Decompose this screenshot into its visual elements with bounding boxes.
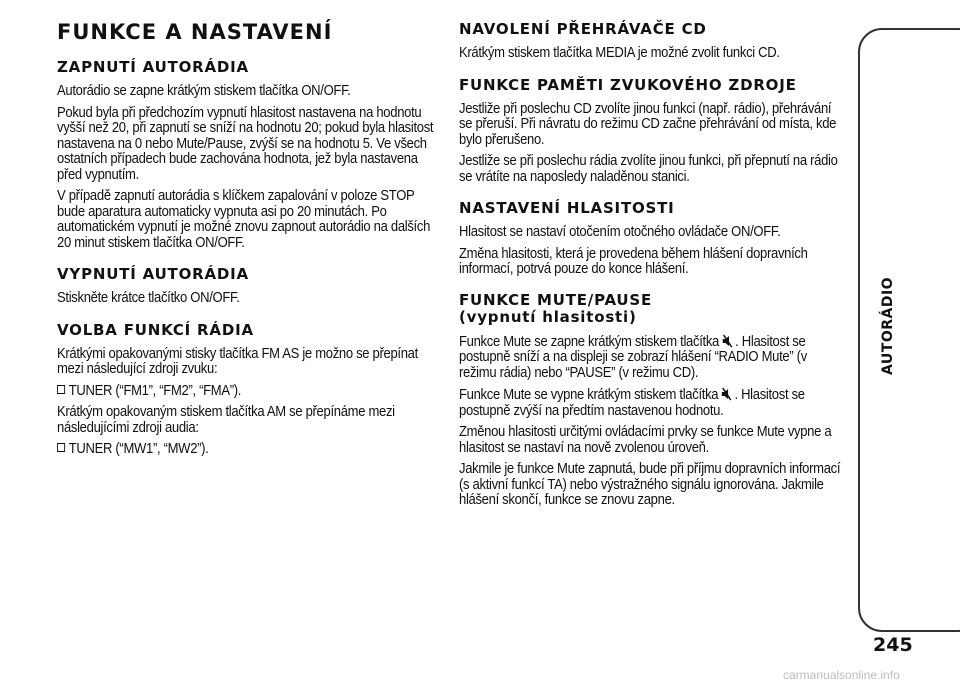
checkbox-bullet-icon — [57, 443, 65, 452]
para-zapnuti-3: V případě zapnutí autorádia s klíčkem zapalování v poloze STOP bude aparatura automaticky vypnuta asi po 20 minutách. Po automatickém vypnutí je možné znovu zapnout autorádio na dalších 20 minut stiskem tlačítka ON/OFF. — [57, 188, 431, 251]
para-cd-1: Krátkým stiskem tlačítka MEDIA je možné zvolit funkci CD. — [459, 45, 780, 61]
para-zapnuti-2: Pokud byla při předchozím vypnutí hlasitost nastavena na hodnotu vyšší než 20, při zapnutí se sníží na hodnotu 20; pokud byla hlasitost nastavena na 0 nebo Mute/Pause, zvýší se na hodnotu 5. Ve všech ostatních případech bude zachována hodnota, jež byla nastavena před vypnutím. — [57, 104, 434, 183]
para-mute-1-b: . Hlasitost se postupně sníží a na displeji se zobrazí hlášení “RADIO Mute” (v režimu rádia) nebo “PAUSE” (v režimu CD). — [459, 333, 807, 381]
heading-mute-line2: (vypnutí hlasitosti) — [459, 307, 637, 326]
para-mute-1 — [459, 334, 844, 382]
para-hlasitost-1: Hlasitost se nastaví otočením otočného ovládače ON/OFF. — [459, 224, 781, 240]
para-pamet-2: Jestliže se při poslechu rádia zvolíte jinou funkci, při přepnutí na rádio se vrátíte na naposledy naladěnou stanici. — [459, 153, 838, 185]
side-tab-label: AUTORÁDIO — [880, 276, 896, 375]
checkbox-bullet-icon — [57, 385, 65, 394]
bullet-mw — [57, 442, 442, 458]
bullet-fm-text: TUNER (“FM1”, “FM2”, “FMA”). — [68, 382, 242, 399]
para-vypnuti-1: Stiskněte krátce tlačítko ON/OFF. — [57, 290, 240, 306]
speaker-mute-icon — [720, 387, 733, 401]
page-title: FUNKCE A NASTAVENÍ — [57, 20, 333, 44]
left-column — [57, 20, 442, 464]
speaker-mute-icon — [721, 334, 734, 348]
para-mute-4: Jakmile je funkce Mute zapnutá, bude při příjmu dopravních informací (s aktivní funkcí TA) nebo výstražného signálu ignorována. Jakmile hlášení skončí, funkce se znovu zapne. — [459, 461, 841, 508]
heading-mute-line1: FUNKCE MUTE/PAUSE — [459, 290, 653, 309]
watermark: carmanualsonline.info — [783, 668, 900, 682]
heading-zapnuti: ZAPNUTÍ AUTORÁDIA — [57, 58, 249, 76]
heading-cd: NAVOLENÍ PŘEHRÁVAČE CD — [459, 20, 707, 38]
heading-vypnuti: VYPNUTÍ AUTORÁDIA — [57, 265, 249, 283]
heading-mute — [459, 292, 844, 326]
para-zapnuti-1: Autorádio se zapne krátkým stiskem tlačítka ON/OFF. — [57, 83, 351, 99]
para-volba-2: Krátkým opakovaným stiskem tlačítka AM se přepínáme mezi následujícími zdroji audia: — [57, 404, 395, 436]
para-mute-1-a: Funkce Mute se zapne krátkým stiskem tlačítka — [459, 333, 719, 350]
heading-volba: VOLBA FUNKCÍ RÁDIA — [57, 320, 254, 339]
heading-pamet: FUNKCE PAMĚTI ZVUKOVÉHO ZDROJE — [459, 75, 797, 94]
section-side-tab — [858, 28, 960, 632]
para-mute-2-b: . Hlasitost se postupně zvýší na předtím nastavenou hodnotu. — [459, 387, 805, 419]
para-volba-1: Krátkými opakovanými stisky tlačítka FM AS je možno se přepínat mezi následující zdroji zvuku: — [57, 345, 418, 377]
para-hlasitost-2: Změna hlasitosti, která je provedena během hlášení dopravních informací, potrvá pouze do konce hlášení. — [459, 245, 808, 277]
para-pamet-1: Jestliže při poslechu CD zvolíte jinou funkci (např. rádio), přehrávání se přeruší. Při návratu do režimu CD začne přehrávání od místa, kde bylo přerušeno. — [459, 100, 837, 148]
page-number: 245 — [873, 634, 913, 656]
para-mute-3: Změnou hlasitosti určitými ovládacími prvky se funkce Mute vypne a hlasitost se nastaví na nově zvolenou úroveň. — [459, 424, 832, 456]
heading-hlasitost: NASTAVENÍ HLASITOSTI — [459, 199, 675, 217]
para-mute-2 — [459, 387, 844, 419]
para-mute-2-a: Funkce Mute se vypne krátkým stiskem tlačítka — [459, 387, 719, 403]
right-column — [459, 20, 844, 515]
bullet-mw-text: TUNER (“MW1”, “MW2”). — [68, 441, 209, 457]
bullet-fm — [57, 384, 442, 400]
